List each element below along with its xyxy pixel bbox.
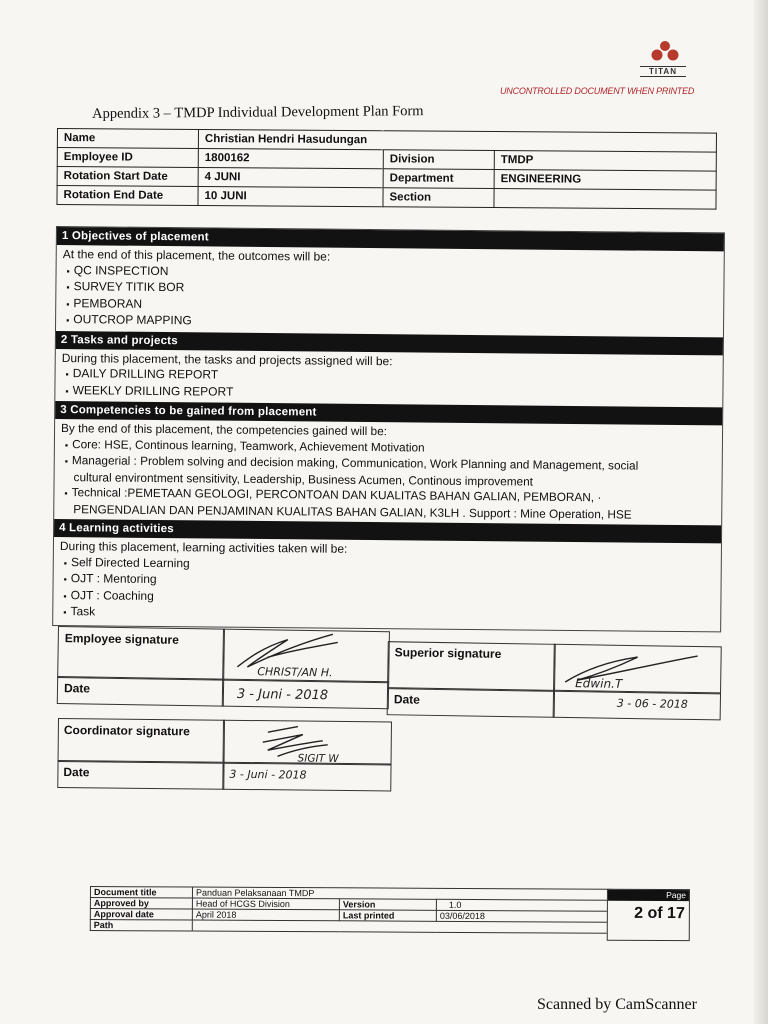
last-printed-label: Last printed [339,910,436,922]
division-value: TMDP [494,151,716,172]
employee-id-value: 1800162 [198,148,383,168]
department-label: Department [383,169,494,189]
objectives-intro: At the end of this placement, the outcomes will be: [62,247,331,264]
superior-date-label: Date [393,692,421,707]
rotation-end-label: Rotation End Date [57,186,198,206]
employee-name-handwritten: CHRIST/AN H. [257,665,333,680]
approved-by-value: Head of HCGS Division [192,898,339,910]
signature-block-employee-superior [57,626,722,716]
camscanner-watermark: Scanned by CamScanner [537,996,697,1013]
list-item: ▪ OJT : Coaching [59,588,714,611]
learning-header: 4 Learning activities [54,519,721,543]
list-item: ▪ SURVEY TITIK BOR [62,279,717,302]
coordinator-date-label: Date [63,765,90,780]
approval-date-value: April 2018 [192,909,339,921]
last-printed-value: 03/06/2018 [436,910,610,922]
list-item: ▪ OUTCROP MAPPING [62,312,717,335]
page-number-box [607,889,690,941]
coordinator-signature-label: Coordinator signature [63,723,190,739]
tasks-header: 2 Tasks and projects [56,331,723,355]
department-value: ENGINEERING [494,170,716,191]
competencies-body [54,419,722,525]
path-value [192,920,610,933]
uncontrolled-notice: UNCONTROLLED DOCUMENT WHEN PRINTED [500,86,695,96]
form-title: Appendix 3 – TMDP Individual Development Plan Form [92,103,424,122]
employee-id-label: Employee ID [57,148,198,168]
page-edge-shadow [754,0,768,1024]
list-item: ▪ Managerial : Problem solving and decision making, Communication, Work Planning and Management, social [61,453,716,476]
superior-date-handwritten: 3 - 06 - 2018 [616,696,688,711]
rotation-end-value: 10 JUNI [198,186,383,206]
list-item: ▪ QC INSPECTION [62,263,717,286]
list-item: ▪ Task [59,604,714,627]
list-item: ▪ WEEKLY DRILLING REPORT [61,383,716,406]
learning-intro: During this placement, learning activities taken will be: [59,539,348,556]
page-label: Page [608,890,689,901]
employee-date-handwritten: 3 - Juni - 2018 [236,686,329,704]
tasks-intro: During this placement, the tasks and projects assigned will be: [61,350,393,368]
list-item: ▪ Technical :PEMETAAN GEOLOGI, PERCONTOAN DAN KUALITAS BAHAN GALIAN, PEMBORAN, · [60,485,715,508]
name-value: Christian Hendri Hasudungan [198,129,716,152]
approval-date-label: Approval date [90,909,192,921]
plan-sections [52,226,725,632]
employee-date-label: Date [63,681,91,696]
version-value: 1.0 [436,899,610,911]
doc-title-label: Document title [90,887,192,899]
footer-table [90,886,611,934]
section-value [494,189,716,210]
employee-signature-label: Employee signature [64,631,179,647]
signature-block-coordinator [57,718,392,791]
employee-info-table [56,128,717,210]
division-label: Division [383,150,494,170]
approved-by-label: Approved by [90,898,192,910]
document-footer [90,886,690,939]
superior-signature-label: Superior signature [394,645,502,661]
list-item-continuation: cultural environtment sensitivity, Leadership, Business Acumen, Continous improvement [73,469,534,489]
version-label: Version [339,899,436,911]
rotation-start-value: 4 JUNI [198,167,383,187]
objectives-body [56,245,724,337]
learning-body [53,537,721,629]
logo-text: TITAN [640,66,686,77]
list-item: ▪ PEMBORAN [62,296,717,319]
list-item: ▪ Core: HSE, Continous learning, Teamwork, Achievement Motivation [61,437,716,460]
coordinator-name-handwritten: SIGIT W [297,752,339,765]
name-label: Name [57,129,198,149]
superior-name-handwritten: Edwin.T [575,676,623,691]
competencies-header: 3 Competencies to be gained from placement [55,401,722,425]
coordinator-date-handwritten: 3 - Juni - 2018 [229,767,307,782]
list-item-continuation: PENGENDALIAN DAN PENJAMINAN KUALITAS BAHAN GALIAN, K3LH . Support : Mine Operation, HSE [73,501,632,522]
page-number: 2 of 17 [634,904,685,923]
objectives-header: 1 Objectives of placement [57,227,724,251]
path-label: Path [90,920,192,932]
doc-title-value: Panduan Pelaksanaan TMDP [192,887,610,900]
list-item: ▪ OJT : Mentoring [60,571,715,594]
list-item: ▪ DAILY DRILLING REPORT [61,366,716,389]
tasks-body [55,349,722,408]
section-label: Section [383,188,494,208]
competencies-intro: By the end of this placement, the competencies gained will be: [60,421,388,439]
list-item: ▪ Self Directed Learning [60,555,715,578]
rotation-start-label: Rotation Start Date [57,167,198,187]
